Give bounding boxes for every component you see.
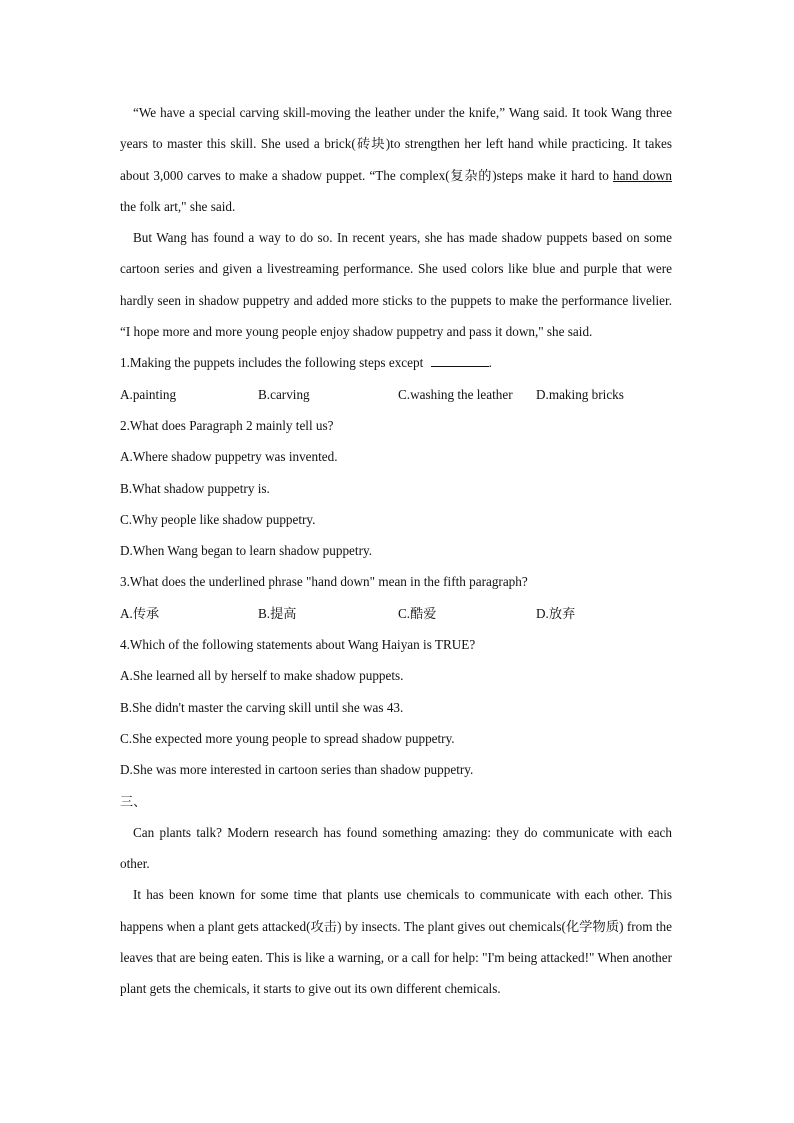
paragraph-text: the folk art," she said. — [120, 198, 236, 214]
question-2-option-b: B.What shadow puppetry is. — [120, 480, 270, 496]
section-3-paragraph-1: Can plants talk? Modern research has found something amazing: they do communicate with each other. — [120, 824, 672, 872]
question-1-stem — [120, 347, 672, 378]
underlined-phrase: hand down — [612, 167, 672, 183]
question-4-option-c: C.She expected more young people to spread shadow puppetry. — [120, 730, 455, 746]
question-text-end: . — [488, 355, 492, 371]
question-2-option-d: D.When Wang began to learn shadow puppetry. — [120, 543, 372, 559]
question-3-stem: 3.What does the underlined phrase "hand down" mean in the fifth paragraph? — [120, 574, 528, 590]
question-4-option-a: A.She learned all by herself to make shadow puppets. — [120, 668, 404, 684]
question-4-stem: 4.Which of the following statements about Wang Haiyan is TRUE? — [120, 637, 476, 653]
passage-paragraph-5: But Wang has found a way to do so. In recent years, she has made shadow puppets based on some cartoon series and given a livestreaming performance. She used colors like blue and purple that were hardly seen in shadow puppetry and added more sticks to the puppets to make the performance livelier. “I hope more and more young people enjoy shadow puppetry and pass it down," she said. — [120, 230, 672, 340]
question-4-option-b: B.She didn't master the carving skill until she was 43. — [120, 699, 404, 715]
section-3-heading: 三、 — [120, 793, 147, 809]
option-d: D.放弃 — [536, 605, 576, 621]
passage-paragraph-4 — [120, 97, 672, 222]
option-a: A.传承 — [120, 605, 160, 621]
option-c: C.washing the leather — [398, 386, 513, 402]
question-3-options — [120, 598, 672, 629]
paragraph-text: “We have a special carving skill-moving the leather under the knife,” Wang said. It took Wang three years to master this skill. She used a brick(砖块)to strengthen her left hand while practicing. It takes about 3,000 carves to make a shadow puppet. “The complex(复杂的)steps make it hard to — [120, 105, 672, 183]
question-2-stem: 2.What does Paragraph 2 mainly tell us? — [120, 417, 334, 433]
question-text: 1.Making the puppets includes the following steps except — [120, 355, 427, 371]
option-b: B.提高 — [258, 605, 297, 621]
document-content — [120, 97, 672, 1005]
question-2-option-a: A.Where shadow puppetry was invented. — [120, 449, 338, 465]
answer-blank — [431, 354, 489, 367]
option-d: D.making bricks — [536, 386, 624, 402]
section-3-paragraph-2: It has been known for some time that plants use chemicals to communicate with each other. This happens when a plant gets attacked(攻击) by insects. The plant gives out chemicals(化学物质) from the leaves that are being eaten. This is like a warning, or a call for help: "I'm being attacked!" When another plant gets the chemicals, it starts to give out its own different chemicals. — [120, 887, 672, 997]
question-2-option-c: C.Why people like shadow puppetry. — [120, 511, 316, 527]
option-a: A.painting — [120, 386, 177, 402]
question-1-options — [120, 379, 672, 410]
question-4-option-d: D.She was more interested in cartoon series than shadow puppetry. — [120, 762, 474, 778]
option-b: B.carving — [258, 386, 310, 402]
option-c: C.酷爱 — [398, 605, 437, 621]
